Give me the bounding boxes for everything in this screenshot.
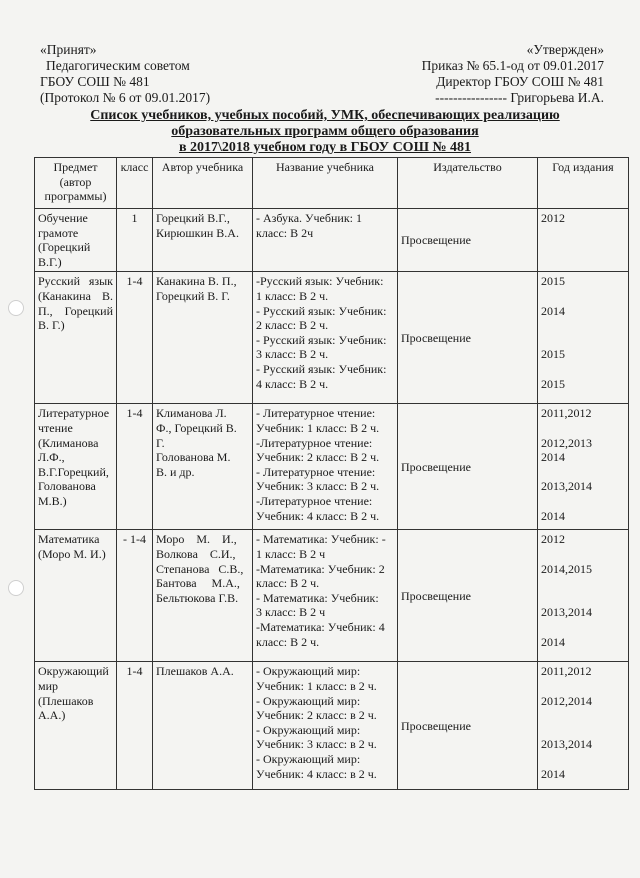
title-entry: Учебник: 4 класс: в 2 ч. [256,766,377,781]
header-line: ГБОУ СОШ № 481 [40,74,150,89]
title-entry: 2 класс: В 2 ч. [256,318,329,333]
title-entry: 4 класс: В 2 ч. [256,376,329,391]
year-entry: 2012,2014 [541,693,592,708]
year-spacer [541,576,625,591]
year-entry: 2014,2015 [541,561,592,576]
cell-title [253,209,398,272]
cell-year [538,272,629,404]
header-line: «Принят» [40,42,97,57]
title-entry: - Литературное чтение: [256,464,376,479]
author-line: Бельтюкова Г.В. [156,590,239,605]
header-class: класс [117,158,153,209]
author-line: Г. [156,435,165,450]
cell-subject: Математика (Моро М. И.) [35,530,117,662]
title-entry: - Русский язык: Учебник: [256,361,387,376]
cell-title [253,404,398,530]
cell-class: 1-4 [117,404,153,530]
cell-subject: Обучение грамоте (Горецкий В.Г.) [35,209,117,272]
cell-publisher: Просвещение [398,209,538,272]
cell-year [538,404,629,530]
year-entry: 2014 [541,508,565,523]
table-row [35,662,629,790]
year-entry: 2014 [541,634,565,649]
year-entry: 2013,2014 [541,479,592,494]
year-entry: 2011,2012 [541,664,592,679]
title-entry: Учебник: 3 класс: В 2 ч. [256,479,380,494]
title-entry: -Литературное чтение: [256,435,373,450]
year-entry: 2014 [541,450,565,465]
year-entry: 2012 [541,211,565,225]
year-spacer [541,620,625,635]
title-entry: 3 класс: В 2 ч [256,605,326,620]
cell-subject: Литературное чтение (Климанова Л.Ф., В.Г.Горецкий, Голованова М.В.) [35,404,117,530]
cell-publisher: Просвещение [398,530,538,662]
author-line: Моро М. И., [156,532,237,547]
header-line: «Утвержден» [526,42,604,57]
title-entry: Учебник: 3 класс: в 2 ч. [256,737,377,752]
year-entry: 2013,2014 [541,605,592,620]
year-spacer [541,547,625,562]
textbook-table [34,157,629,790]
year-entry: 2015 [541,376,565,391]
year-spacer [541,679,625,694]
author-line: Волкова С.И., [156,546,236,561]
title-entry: Учебник: 1 класс: в 2 ч. [256,678,377,693]
title-entry: класс: В 2 ч. [256,634,320,649]
year-entry: 2015 [541,274,565,289]
year-entry: 2014 [541,303,565,318]
year-spacer [541,318,625,333]
author-line: Плешаков А.А. [156,664,234,679]
year-spacer [541,465,625,480]
cell-author [153,404,253,530]
header-subject: Предмет (автор программы) [35,158,117,209]
author-line: Горецкий В. Г. [156,288,230,303]
header-line: (Протокол № 6 от 09.01.2017) [40,90,211,105]
header-name: Название учебника [253,158,398,209]
header-line: Директор ГБОУ СОШ № 481 [436,74,604,89]
header-author: Автор учебника [153,158,253,209]
cell-author [153,272,253,404]
header-line: Приказ № 65.1-од от 09.01.2017 [421,58,604,73]
title-entry: - Литературное чтение: [256,406,376,421]
year-spacer [541,333,625,348]
year-spacer [541,752,625,767]
title-line: образовательных программ общего образования [171,124,479,139]
author-line: Ф., Горецкий В. [156,420,237,435]
author-line: В. и др. [156,464,195,479]
year-entry: 2013,2014 [541,737,592,752]
cell-year [538,209,629,272]
cell-class: 1 [117,209,153,272]
cell-subject: Окружающий мир (Плешаков А.А.) [35,662,117,790]
author-line: Канакина В. П., [156,274,237,289]
year-spacer [541,421,625,436]
title-entry: - Окружающий мир: [256,693,361,708]
title-line: в 2017\2018 учебном году в ГБОУ СОШ № 481 [178,140,472,155]
author-line: Голованова М. [156,450,231,465]
header-accepted-block [40,42,210,106]
cell-title [253,530,398,662]
table-row [35,209,629,272]
author-line: Степанова С.В., [156,561,244,576]
cell-publisher: Просвещение [398,404,538,530]
punch-hole-mark [8,580,24,596]
title-entry: 1 класс: В 2 ч. [256,288,329,303]
title-line: Список учебников, учебных пособий, УМК, обеспечивающих реализацию [90,108,560,123]
title-entry: класс: В 2ч [256,225,314,240]
cell-title [253,662,398,790]
title-entry: Учебник: 2 класс: В 2 ч. [256,450,380,465]
header-approved-block [422,42,604,106]
title-entry: - Математика: Учебник: - [256,532,386,547]
author-line: Климанова Л. [156,406,227,421]
title-entry: -Литературное чтение: [256,493,373,508]
author-line: Бантова М.А., [156,576,240,591]
title-entry: 1 класс: В 2 ч [256,546,326,561]
title-entry: -Математика: Учебник: 4 [256,619,385,634]
author-line: Кирюшкин В.А. [156,225,239,240]
cell-year [538,530,629,662]
year-spacer [541,362,625,377]
title-entry: Учебник: 4 класс: В 2 ч. [256,508,380,523]
cell-publisher: Просвещение [398,662,538,790]
title-entry: -Математика: Учебник: 2 [256,561,385,576]
table-header-row [35,158,629,209]
title-entry: -Русский язык: Учебник: [256,274,384,289]
title-entry: Учебник: 1 класс: В 2 ч. [256,420,380,435]
table-row [35,272,629,404]
year-spacer [541,723,625,738]
year-spacer [541,591,625,606]
title-entry: - Русский язык: Учебник: [256,332,387,347]
header-year: Год издания [538,158,629,209]
year-entry: 2012,2013 [541,435,592,450]
cell-class: 1-4 [117,662,153,790]
title-entry: - Окружающий мир: [256,664,361,679]
cell-class: - 1-4 [117,530,153,662]
title-entry: - Азбука. Учебник: 1 [256,211,362,225]
table-row [35,530,629,662]
year-spacer [541,708,625,723]
table-row [35,404,629,530]
title-entry: - Окружающий мир: [256,722,361,737]
cell-subject: Русский язык (Канакина В. П., Горецкий В. Г.) [35,272,117,404]
year-spacer [541,289,625,304]
title-entry: Учебник: 2 класс: в 2 ч. [256,708,377,723]
year-entry: 2011,2012 [541,406,592,421]
header-line: ---------------- Григорьева И.А. [435,90,604,105]
cell-year [538,662,629,790]
year-entry: 2015 [541,347,565,362]
title-entry: - Русский язык: Учебник: [256,303,387,318]
cell-title [253,272,398,404]
cell-author [153,530,253,662]
cell-author [153,209,253,272]
title-entry: - Окружающий мир: [256,751,361,766]
header-line: Педагогическим советом [46,58,190,73]
header-publisher: Издательство [398,158,538,209]
title-entry: 3 класс: В 2 ч. [256,347,329,362]
document-title [30,108,620,156]
title-entry: класс: В 2 ч. [256,576,320,591]
year-entry: 2014 [541,766,565,781]
cell-publisher: Просвещение [398,272,538,404]
year-entry: 2012 [541,532,565,547]
title-entry: - Математика: Учебник: [256,590,379,605]
cell-class: 1-4 [117,272,153,404]
cell-author [153,662,253,790]
author-line: Горецкий В.Г., [156,211,230,225]
punch-hole-mark [8,300,24,316]
year-spacer [541,494,625,509]
